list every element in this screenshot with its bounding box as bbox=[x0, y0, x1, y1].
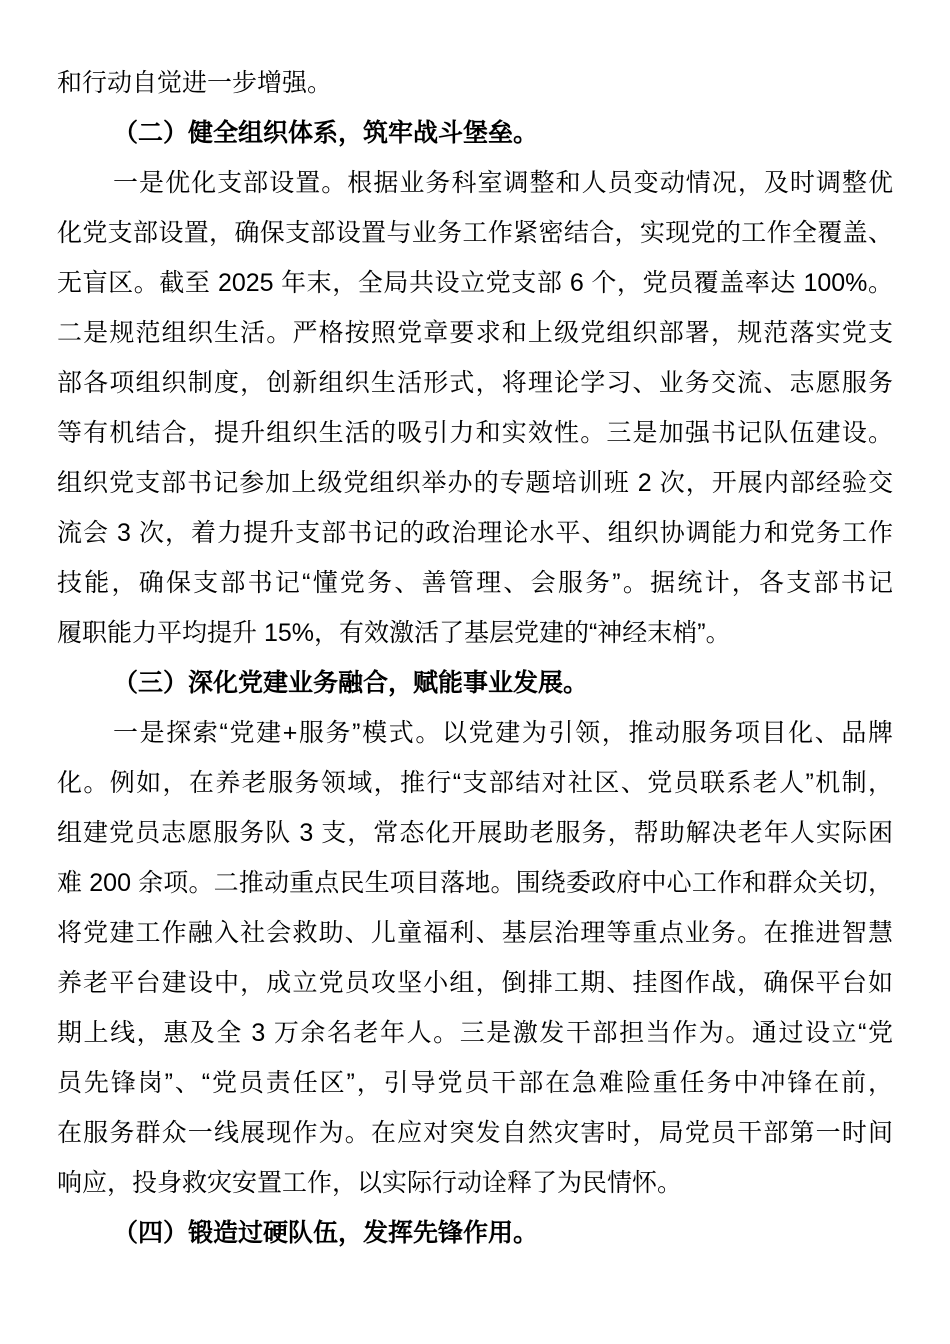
section-heading: （四）锻造过硬队伍，发挥先锋作用。 bbox=[113, 1219, 539, 1247]
section-heading: （二）健全组织体系，筑牢战斗堡垒。 bbox=[113, 119, 539, 147]
text-line: 响应，投身救灾安置工作，以实际行动诠释了为民情怀。 bbox=[57, 1169, 683, 1197]
text-line: 组织党支部书记参加上级党组织举办的专题培训班 2 次，开展内部经验交 bbox=[57, 469, 893, 497]
text-line: 履职能力平均提升 15%，有效激活了基层党建的“神经末梢”。 bbox=[57, 619, 731, 647]
text-line: 无盲区。截至 2025 年末，全局共设立党支部 6 个，党员覆盖率达 100%。 bbox=[57, 269, 893, 297]
text-line: 一是探索“党建+服务”模式。以党建为引领，推动服务项目化、品牌 bbox=[113, 719, 893, 747]
text-line: 组建党员志愿服务队 3 支，常态化开展助老服务，帮助解决老年人实际困 bbox=[57, 819, 893, 847]
text-line: 员先锋岗”、“党员责任区”，引导党员干部在急难险重任务中冲锋在前， bbox=[57, 1069, 893, 1097]
text-line: 将党建工作融入社会救助、儿童福利、基层治理等重点业务。在推进智慧 bbox=[57, 919, 893, 947]
text-line: 技能，确保支部书记“懂党务、善管理、会服务”。据统计，各支部书记 bbox=[57, 569, 893, 597]
text-line: 化党支部设置，确保支部设置与业务工作紧密结合，实现党的工作全覆盖、 bbox=[57, 219, 893, 247]
section-heading: （三）深化党建业务融合，赋能事业发展。 bbox=[113, 669, 589, 697]
text-line: 在服务群众一线展现作为。在应对突发自然灾害时，局党员干部第一时间 bbox=[57, 1119, 893, 1147]
text-line: 期上线，惠及全 3 万余名老年人。三是激发干部担当作为。通过设立“党 bbox=[57, 1019, 893, 1047]
text-line: 二是规范组织生活。严格按照党章要求和上级党组织部署，规范落实党支 bbox=[57, 319, 893, 347]
text-line: 和行动自觉进一步增强。 bbox=[57, 69, 333, 97]
text-line: 等有机结合，提升组织生活的吸引力和实效性。三是加强书记队伍建设。 bbox=[57, 419, 893, 447]
text-line: 部各项组织制度，创新组织生活形式，将理论学习、业务交流、志愿服务 bbox=[57, 369, 893, 397]
text-line: 化。例如，在养老服务领域，推行“支部结对社区、党员联系老人”机制， bbox=[57, 769, 893, 797]
document-body bbox=[57, 58, 893, 1258]
text-line: 养老平台建设中，成立党员攻坚小组，倒排工期、挂图作战，确保平台如 bbox=[57, 969, 893, 997]
text-line: 难 200 余项。二推动重点民生项目落地。围绕委政府中心工作和群众关切， bbox=[57, 869, 893, 897]
text-line: 流会 3 次，着力提升支部书记的政治理论水平、组织协调能力和党务工作 bbox=[57, 519, 893, 547]
text-line: 一是优化支部设置。根据业务科室调整和人员变动情况，及时调整优 bbox=[113, 169, 893, 197]
